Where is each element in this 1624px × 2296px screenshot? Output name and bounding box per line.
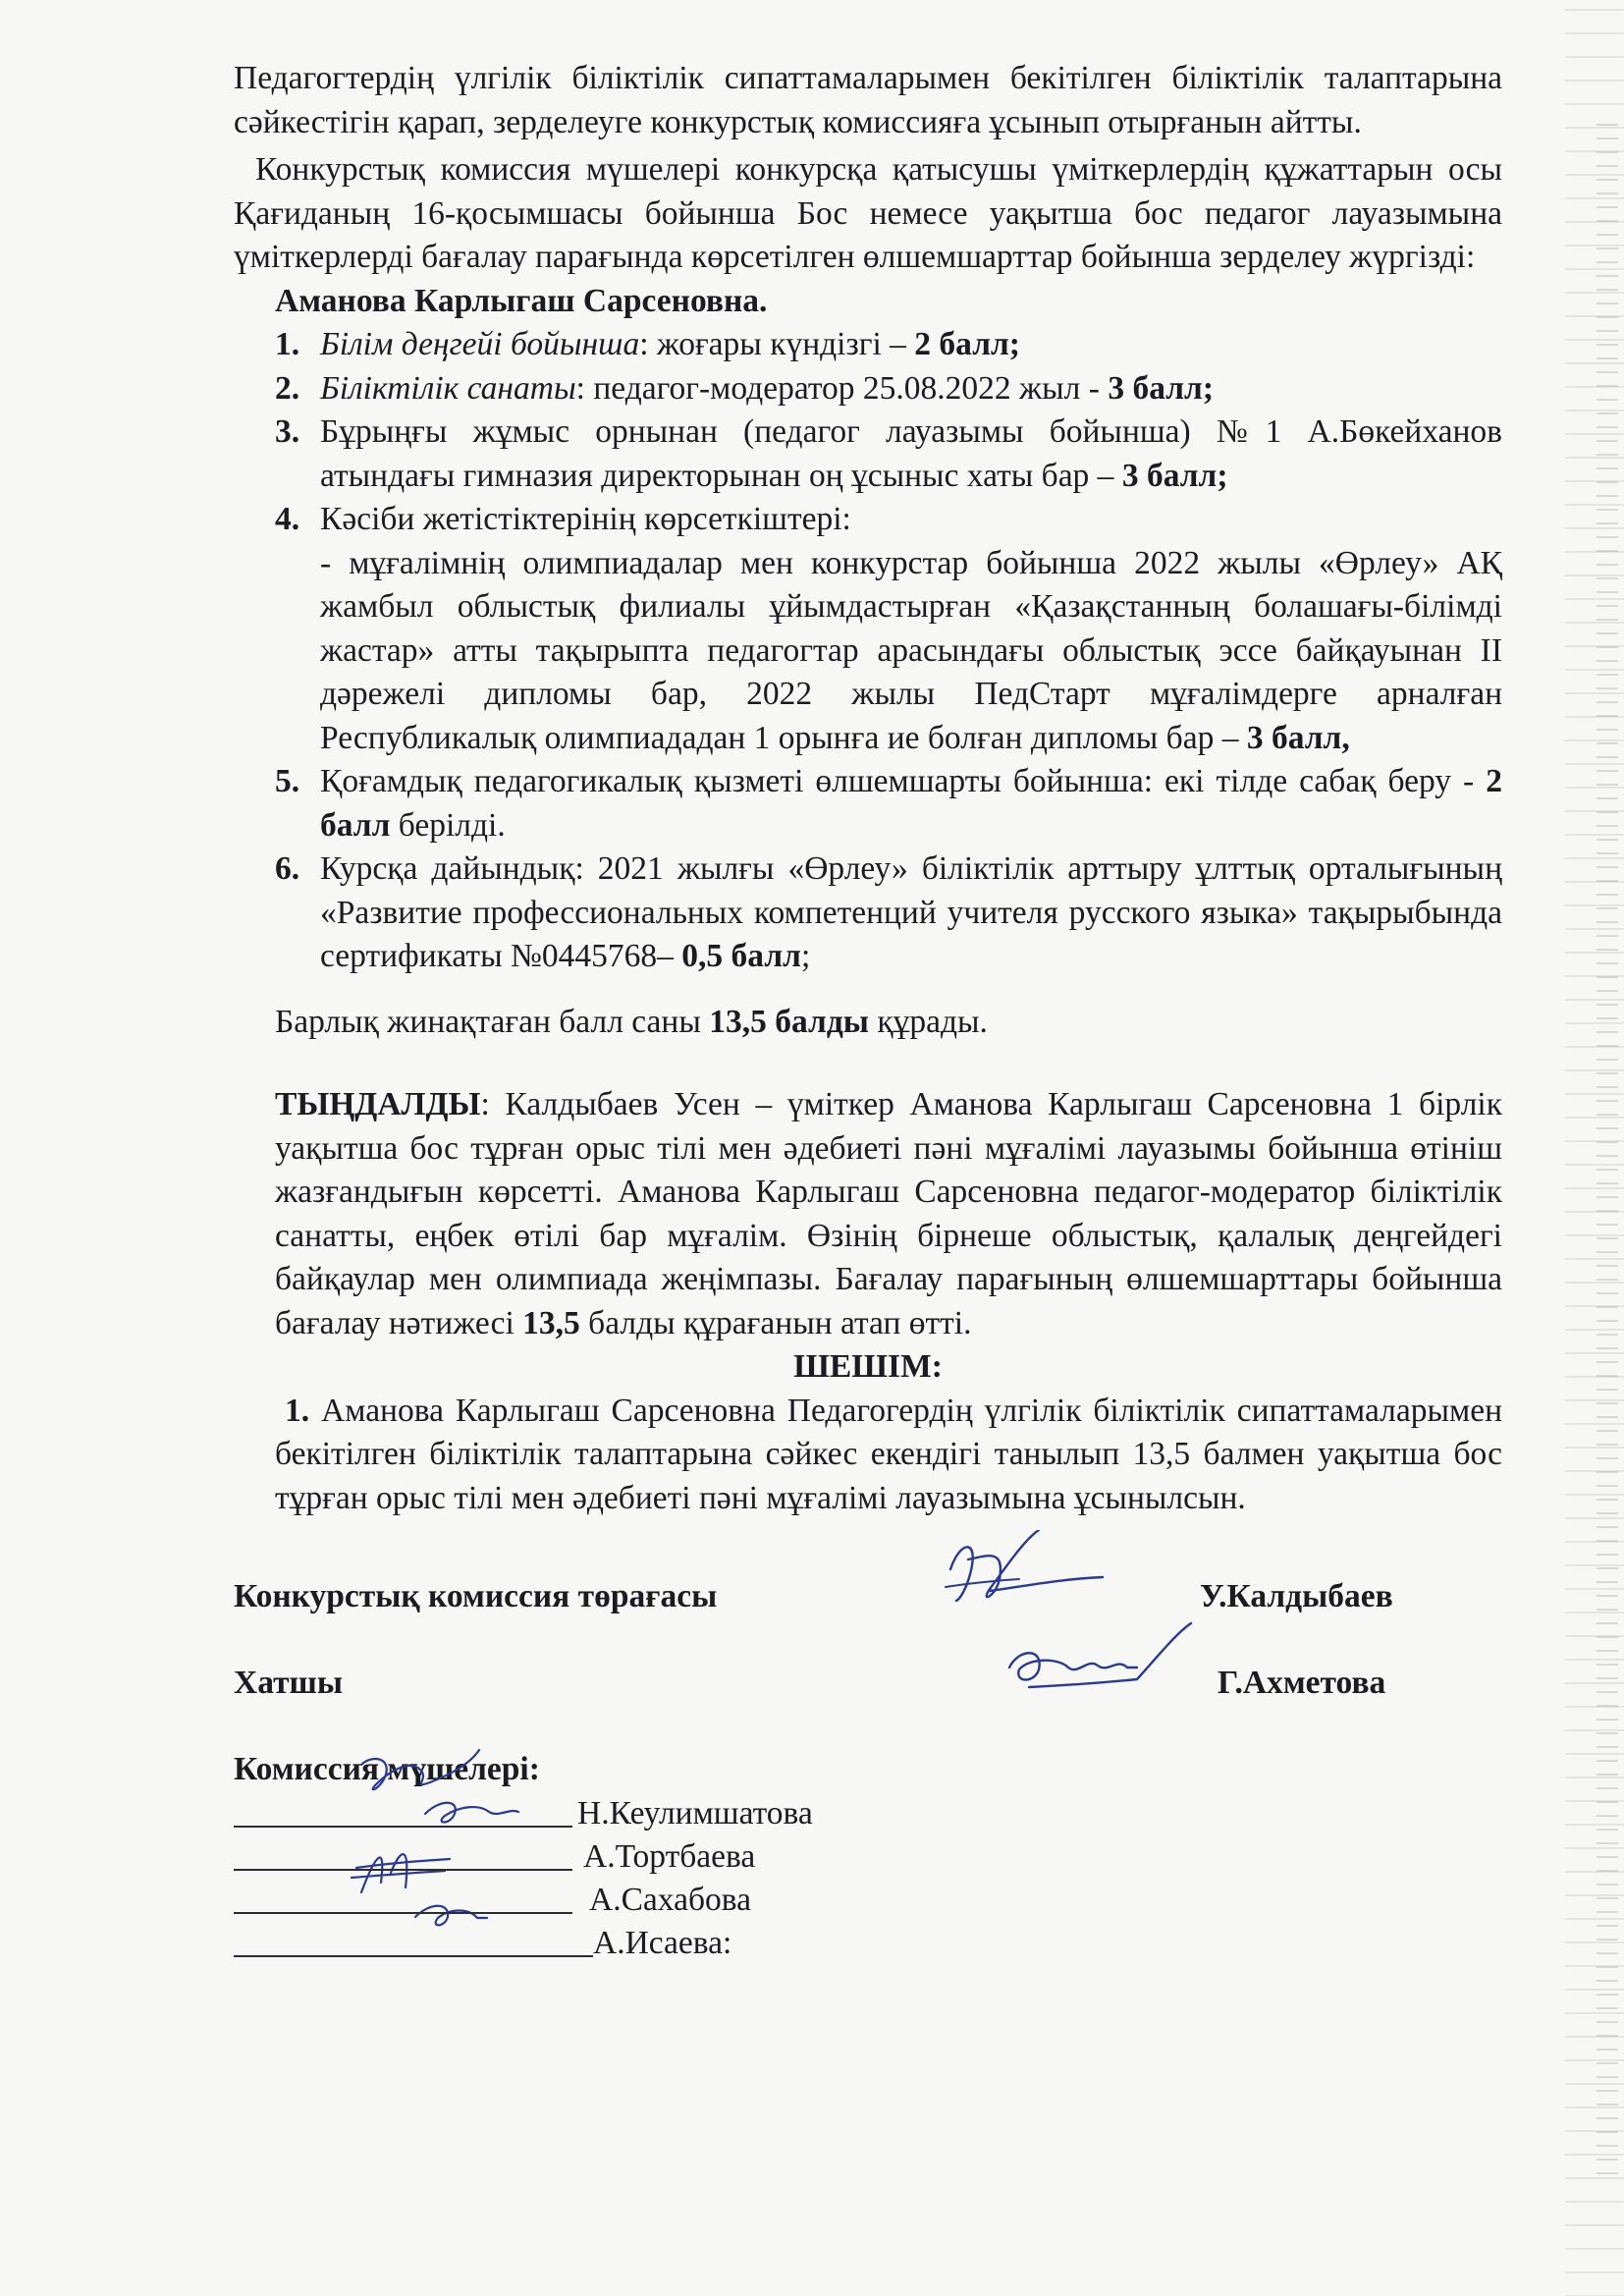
chair-signature-image	[931, 1530, 1127, 1618]
criterion-text: : жоғары күндізгі –	[639, 326, 915, 362]
criterion-score: 0,5 балл	[681, 938, 801, 974]
criterion-item	[234, 498, 1502, 760]
decision-heading: ШЕШІМ:	[793, 1348, 943, 1385]
secretary-name: Г.Ахметова	[1218, 1665, 1386, 1701]
criterion-text: : педагог-модератор 25.08.2022 жыл -	[575, 369, 1109, 407]
chair-signature-row	[234, 1575, 1502, 1634]
criterion-number: 2.	[275, 369, 300, 407]
criterion-score: 2 балл	[320, 763, 1502, 844]
total-score-line	[234, 1001, 1502, 1045]
signature-line	[234, 1869, 572, 1871]
criterion-score: 3 балл,	[1246, 719, 1350, 756]
signature-line	[234, 1955, 593, 1957]
criterion-text: Курсқа дайындық: 2021 жылғы «Өрлеу» біліктілік арттыру ұлттық орталығының «Развитие профессиональных компетенций учителя русского языка» тақырыбында сертификаты №0445768–	[320, 850, 1502, 974]
scan-edge-artifact	[1565, 0, 1624, 2296]
secretary-signature-row	[234, 1662, 1502, 1721]
criterion-number: 4.	[275, 501, 300, 537]
member-row	[234, 1879, 1502, 1922]
review-paragraph: Конкурстық комиссия мүшелері конкурсқа қатысушы үміткерлердің құжаттарын осы Қағиданың 16-қосымшасы бойынша Бос немесе уақытша бос педагог лауазымына үміткерлерді бағалау парағында көрсетілген өлшемшарттар бойынша зерделеу жүргізді:	[234, 151, 1502, 275]
criterion-title: Білім деңгейі бойынша	[320, 326, 640, 362]
criterion-tail: берілді.	[390, 806, 506, 844]
decision-text: Аманова Карлыгаш Сарсеновна Педагогердің үлгілік біліктілік сипаттамаларымен бекітілген біліктілік талаптарына сәйкес екендігі танылып 13,5 балмен уақытша бос тұрған орыс тілі мен әдебиеті пәні мұғалімі лауазымына ұсынылсын.	[275, 1392, 1502, 1516]
criteria-list	[234, 323, 1502, 979]
member-row	[234, 1792, 1502, 1835]
members-list	[234, 1792, 1502, 1965]
secretary-signature-image	[990, 1618, 1216, 1707]
decision-number: 1.	[285, 1392, 310, 1429]
criterion-number: 5.	[275, 763, 300, 799]
total-value: 13,5 балды	[709, 1003, 869, 1040]
decision-paragraph	[234, 1390, 1502, 1521]
criterion-item	[234, 410, 1502, 498]
intro-paragraph: Педагогтердің үлгілік біліктілік сипаттамаларымен бекітілген біліктілік талаптарына сәйкестігін қарап, зерделеуге конкурстық комиссияға ұсынып отырғанын айтты.	[234, 60, 1502, 140]
member-row	[234, 1835, 1502, 1879]
secretary-role: Хатшы	[234, 1665, 343, 1701]
criterion-score: 2 балл;	[914, 326, 1020, 362]
members-label: Комиссия мүшелері:	[234, 1751, 540, 1787]
criterion-detail: - мұғалімнің олимпиадалар мен конкурстар бойынша 2022 жылы «Өрлеу» АҚ жамбыл облыстық филиалы ұйымдастырған «Қазақстанның болашағы-білімді жастар» атты тақырыпта педагогтар арасындағы облыстық эссе байқауынан II дәрежелі дипломы бар, 2022 жылы ПедСтарт мұғалімдерге арналған Республикалық олимпиададан 1 орынға ие болған дипломы бар –	[320, 544, 1502, 756]
criterion-item	[234, 367, 1502, 411]
criterion-score: 3 балл;	[1121, 457, 1228, 494]
criterion-number: 1.	[275, 326, 300, 362]
candidate-name: Аманова Карлыгаш Сарсеновна.	[275, 282, 768, 319]
signature-line	[234, 1912, 572, 1914]
member-name: А.Тортбаева	[583, 1837, 756, 1875]
criterion-number: 3.	[275, 413, 300, 450]
criterion-title: Біліктілік санаты	[320, 369, 576, 407]
signature-line	[234, 1826, 572, 1828]
criterion-text: Кәсіби жетістіктерінің көрсеткіштері:	[320, 501, 851, 537]
chair-role: Конкурстық комиссия төрағасы	[234, 1578, 718, 1614]
member-row	[234, 1922, 1502, 1965]
total-prefix: Барлық жинақтаған балл саны	[275, 1003, 710, 1040]
criterion-text: Қоғамдық педагогикалық қызметі өлшемшарты бойынша: екі тілде сабақ беру -	[320, 763, 1487, 799]
document-page	[234, 57, 1502, 1965]
heard-text: : Калдыбаев Усен – үміткер Аманова Карлыгаш Сарсеновна 1 бірлік уақытша бос тұрған орыс тілі мен әдебиеті пәні мұғалімі лауазымы бойынша өтініш жазғандығын көрсетті. Аманова Карлыгаш Сарсеновна педагог-модератор біліктілік санатты, еңбек өтілі бар мұғалім. Өзінің бірнеше облыстық, қалалық деңгейдегі байқаулар мен олимпиада жеңімпазы. Бағалау парағының өлшемшарттары бойынша бағалау нәтижесі	[275, 1086, 1502, 1341]
chair-name: У.Калдыбаев	[1200, 1578, 1393, 1614]
criterion-item	[234, 847, 1502, 979]
heard-label: ТЫҢДАЛДЫ	[275, 1086, 481, 1122]
criterion-score: 3 балл;	[1108, 369, 1214, 407]
criterion-number: 6.	[275, 850, 300, 887]
criterion-item	[234, 760, 1502, 847]
criterion-item	[234, 323, 1502, 367]
criterion-text: Бұрыңғы жұмыс орнынан (педагог лауазымы бойынша) №1 А.Бөкейханов атындағы гимназия директорынан оң ұсыныс хаты бар –	[320, 413, 1502, 494]
total-suffix: құрады.	[868, 1003, 988, 1040]
member-name: Н.Кеулимшатова	[577, 1794, 813, 1831]
member-name: А.Сахабова	[589, 1881, 751, 1918]
member-name: А.Исаева:	[593, 1924, 732, 1961]
heard-score: 13,5	[522, 1304, 580, 1341]
heard-paragraph	[234, 1083, 1502, 1345]
criterion-tail: ;	[800, 938, 811, 974]
heard-text-end: балды құрағанын атап өтті.	[579, 1304, 972, 1341]
